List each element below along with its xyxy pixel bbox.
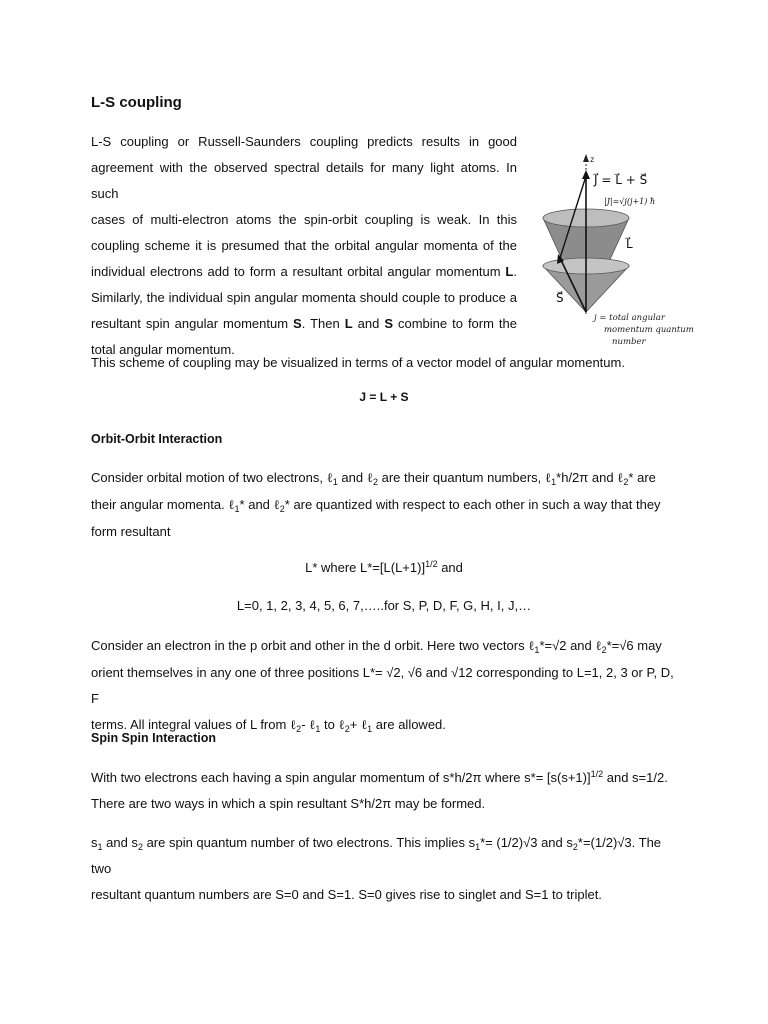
l-values-line: L=0, 1, 2, 3, 4, 5, 6, 7,…..for S, P, D, F, G, H, I, J,… <box>236 598 532 613</box>
spin-quantum-line: resultant quantum numbers are S=0 and S=1. S=0 gives rise to singlet and S=1 to triplet. <box>91 887 602 902</box>
visualize-paragraph: This scheme of coupling may be visualized in terms of a vector model of angular momentum. <box>91 355 625 370</box>
s-vector-label: S⃗ <box>556 291 564 305</box>
j-equation-label: J⃗ = L⃗ + S⃗ <box>594 173 648 187</box>
j-magnitude-label: |J|=√j(j+1) ħ <box>604 197 656 206</box>
intro-line: cases of multi-electron atoms the spin-orbit coupling is weak. In this <box>91 212 517 227</box>
spin-quantum-paragraph <box>91 830 681 908</box>
intro-paragraph <box>91 129 517 363</box>
intro-line: resultant spin angular momentum S. Then L and S combine to form the <box>91 316 517 331</box>
l-star-equation: L* where $L*=[L(L+1)]^{1/2}$ and <box>305 559 463 575</box>
spin-heading: Spin Spin Interaction <box>91 731 217 745</box>
orbit-paragraph <box>91 465 681 545</box>
vector-cone-diagram <box>536 152 706 352</box>
intro-line: agreement with the observed spectral details for many light atoms. In such <box>91 160 517 201</box>
z-axis-label: z <box>590 155 595 164</box>
pd-line: terms. All integral values of L from ℓ$_2$- ℓ$_1$ to ℓ$_2$+ ℓ$_1$ are allowed. <box>91 717 446 734</box>
intro-line: L-S coupling or Russell-Saunders coupling predicts results in good <box>91 134 517 149</box>
intro-line: total angular momentum. <box>91 342 235 357</box>
orbit-line: their angular momenta. ℓ$_1$* and ℓ$_2$* are quantized with respect to each other in such a way that they <box>91 497 661 514</box>
caption-line: j = total angular <box>594 313 665 323</box>
vector-model-figure <box>536 152 706 352</box>
l-vector-label: L⃗ <box>626 237 633 251</box>
intro-line: coupling scheme it is presumed that the orbital angular momenta of the <box>91 238 517 253</box>
pd-line: orient themselves in any one of three positions L*= √2, √6 and √12 corresponding to L=1, 2, 3 or P, D, F <box>91 665 674 706</box>
spin-line: With two electrons each having a spin angular momentum of s*h/2π where $s*= [s(s+1)]^{1/2}$ and s=1/2. <box>91 769 668 785</box>
intro-line: individual electrons add to form a resultant orbital angular momentum L. <box>91 264 517 279</box>
caption-line: momentum quantum <box>604 325 694 335</box>
spin-quantum-line: $s_1$ and $s_2$ are spin quantum number of two electrons. This implies $s_1*= (1/2)√3$ and $s_2*=(1/2)√3$. The two <box>91 835 662 876</box>
spin-line: There are two ways in which a spin resultant S*h/2π may be formed. <box>91 796 486 811</box>
section-title: L-S coupling <box>91 94 182 111</box>
pd-orbit-paragraph <box>91 633 681 739</box>
coupling-equation: J = L + S <box>359 390 409 404</box>
intro-line: Similarly, the individual spin angular momenta should couple to produce a <box>91 290 517 305</box>
caption-line: number <box>612 337 646 347</box>
pd-line: Consider an electron in the p orbit and other in the d orbit. Here two vectors ℓ$_1$*=√2 and ℓ$_2$*=√6 may <box>91 638 662 655</box>
orbit-line: form resultant <box>91 524 171 539</box>
spin-paragraph <box>91 765 681 817</box>
orbit-heading: Orbit-Orbit Interaction <box>91 432 223 446</box>
orbit-line: Consider orbital motion of two electrons, ℓ$_1$ and ℓ$_2$ are their quantum numbers, ℓ$_1$*h/2π and ℓ$_2$* are <box>91 470 656 487</box>
z-arrow-head <box>583 154 589 162</box>
